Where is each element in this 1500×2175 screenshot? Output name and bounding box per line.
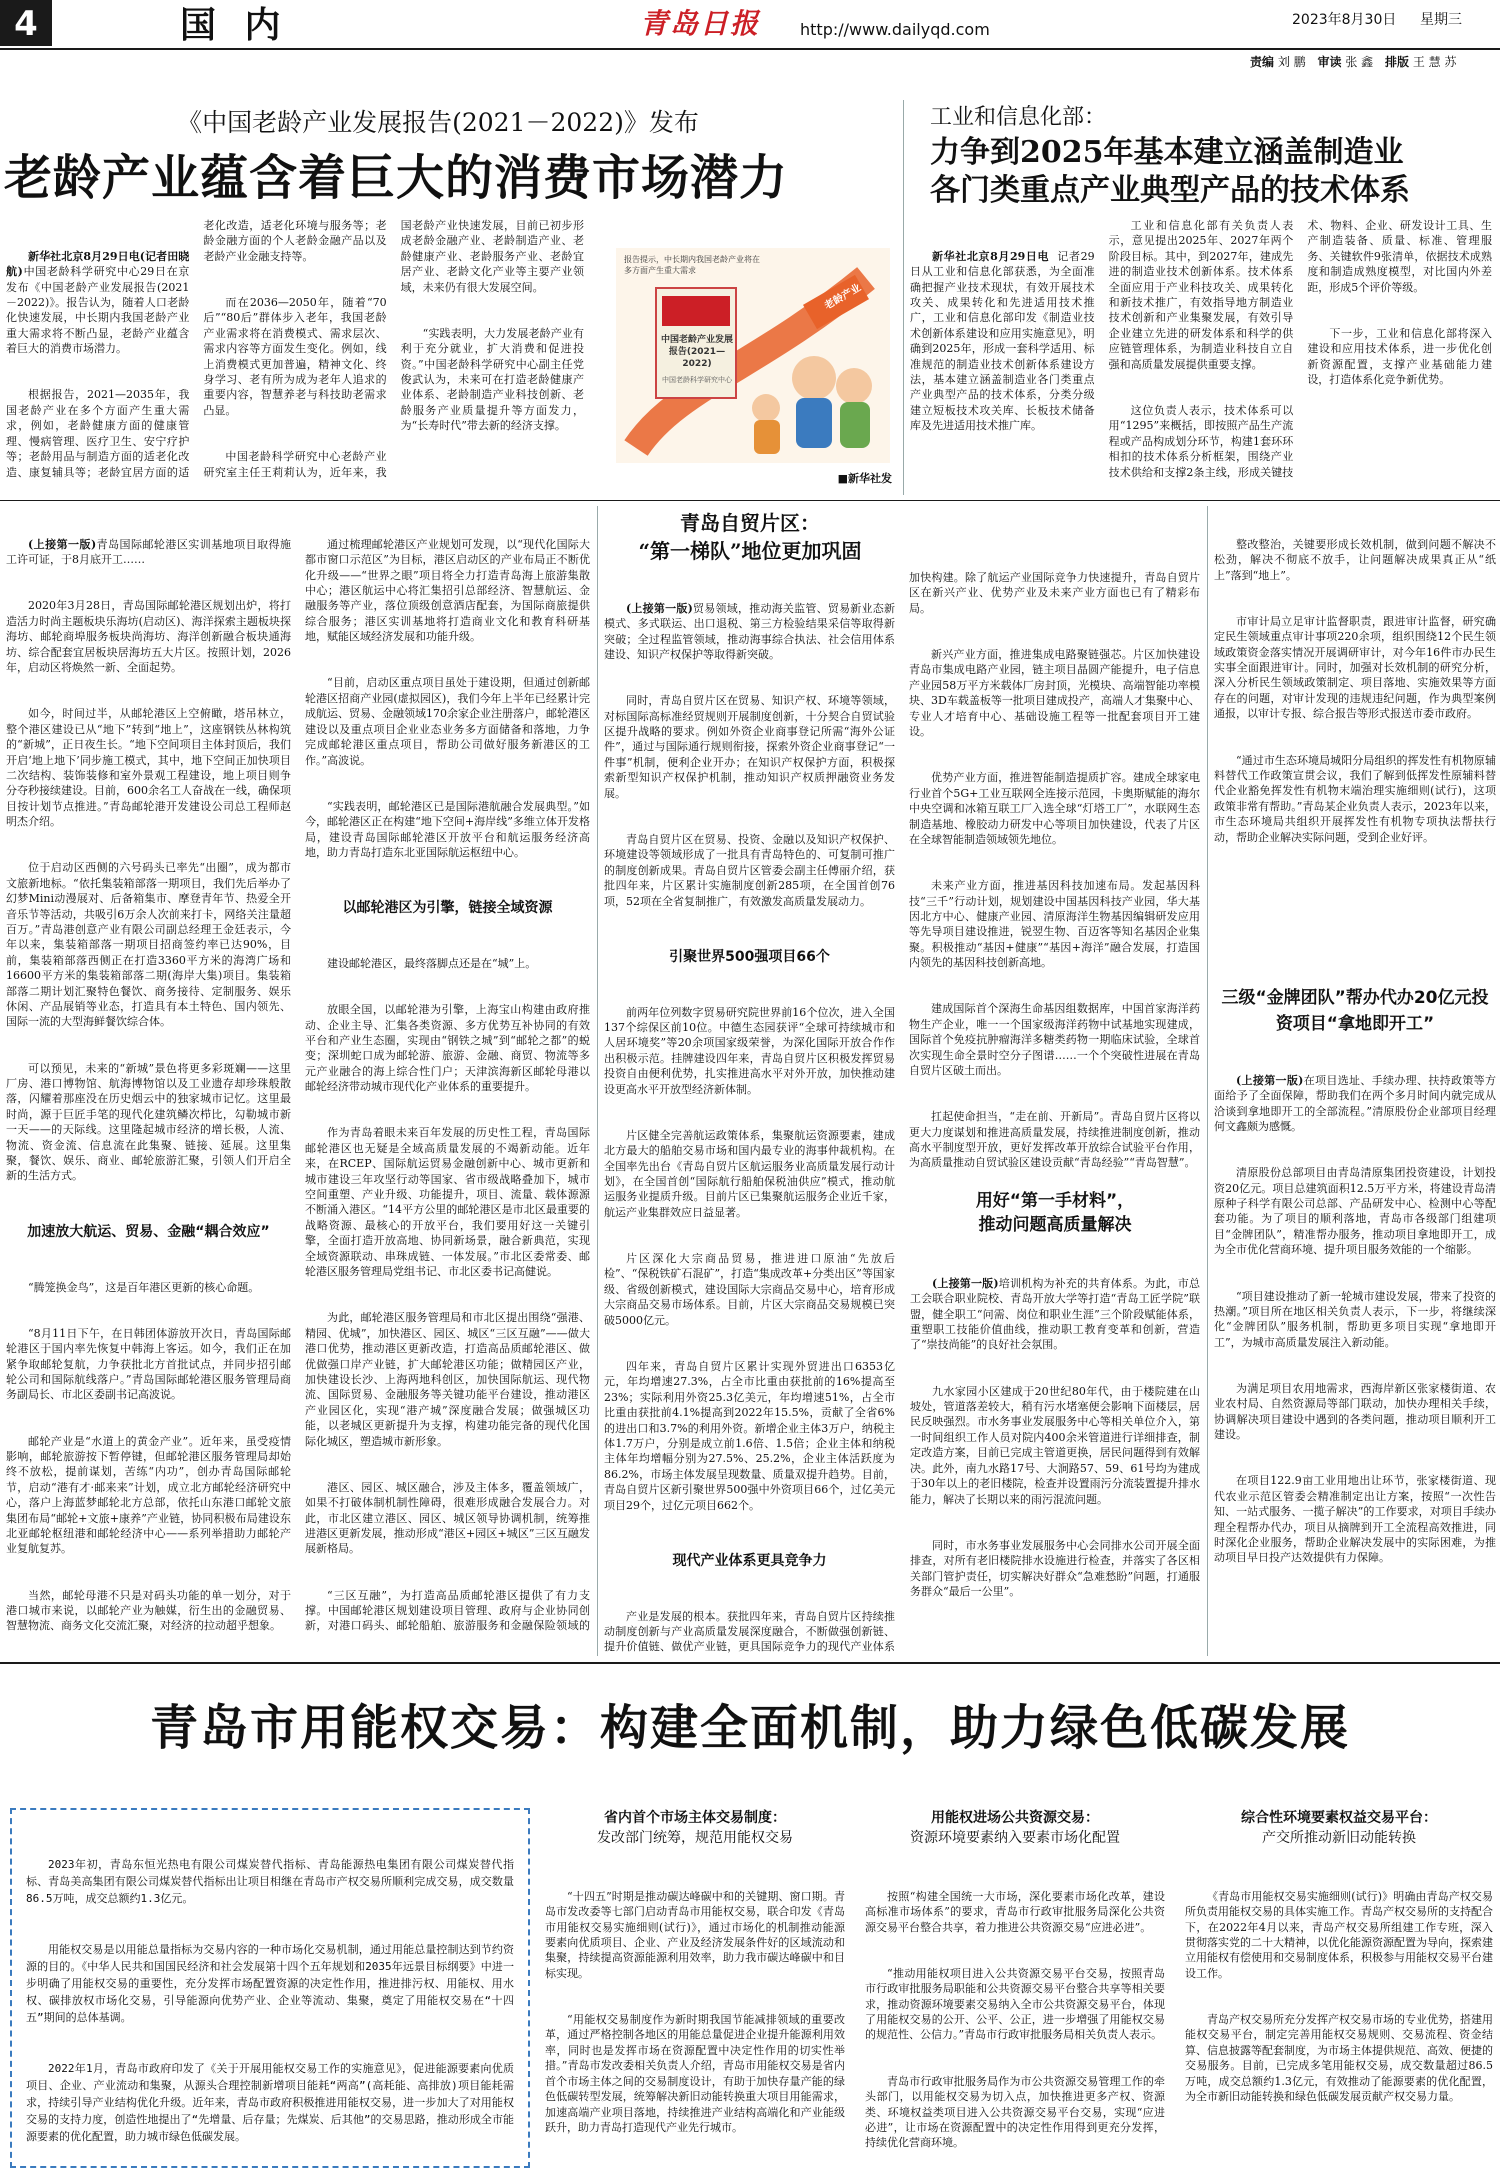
- standards-paragraph: 下一步，工业和信息化部将深入建设和应用技术体系，进一步优化创新资源配置，支撑产业基础能力建设，打造体系化竞争新优势。: [1307, 326, 1492, 387]
- gold-team-headline: [1214, 985, 1496, 1037]
- energy-intro-text: [26, 1822, 514, 2154]
- inspect-paragraph: “通过市生态环境局城阳分局组织的挥发性有机物原辅料替代工作政策宣贯会议，我们了解到低挥发性原辅料替代企业豁免挥发性有机物末端治理实施细则(试行)，这项政策非常有帮助。”青岛某企业负责人表示，2023年以来，市生态环境局共组织开展挥发性有机物专项执法帮扶行动，帮助企业解决实际问题，受到企业好评。: [1214, 753, 1496, 844]
- gold-team-paragraph: 清原股份总部项目由青岛清原集团投资建设，计划投资20亿元。项目总建筑面积12.5万平方米，将建设青岛清原种子科学有限公司总部、产品研发中心、检测中心等配套功能。为了项目的顺利落地，青岛市各级部门组建项目“金牌团队”，精准帮办服务，推动项目拿地即开工，成为全市优化营商环境、提升项目服务效能的一个缩影。: [1214, 1166, 1496, 1257]
- harbor-paragraph: 通过梳理邮轮港区产业规划可发现，以“现代化国际大都市窗口示范区”为目标，港区启动区的产业布局正不断优化升级——“世界之眼”项目将全力打造青岛海上旅游集散中心；港区航运中心将汇集招引总部经济、智慧航运、金融服务等产业，落位顶级创意酒店配套，为国际商旅提供综合服务；港区实训基地将打造商业文化和教育科研基地，赋能区域经济发展和功能升级。: [305, 537, 590, 644]
- standards-headline-2: 各门类重点产业典型产品的技术体系: [930, 173, 1410, 208]
- article-aging: [0, 78, 900, 496]
- ftz-paragraph: 片区健全完善航运政策体系，集聚航运资源要素，建成北方最大的船舶交易市场和国内最专业的海事仲裁机构。在全国率先出台《青岛自贸片区航运服务业高质量发展行动计划》，在全国首创“国际航行船舶保税油供应”模式，推动航运服务业提质升级。目前片区已集聚航运服务企业近千家，航运产业集群效应日益显著。: [604, 1128, 895, 1219]
- aging-paragraph: “实践表明，大力发展老龄产业有利于充分就业，扩大消费和促进投资。”中国老龄科学研究中心副主任党俊武认为，未来可在打造老龄健康产业体系、老龄制造产业科技创新、老龄服务产业质量提升等方面发力，为“长寿时代”带去新的经济支撑。: [400, 326, 584, 433]
- ftz-paragraph: 扛起使命担当，“走在前、开新局”。青岛自贸片区将以更大力度谋划和推进高质量发展，持续推进制度创新，推动高水平制度型开放，更好发挥改革开放综合试验平台作用，为高质量推动自贸试验区建设贡献“青岛经验”“青岛智慧”。: [909, 1110, 1200, 1170]
- ftz-subhead-1: 引聚世界500强项目66个: [669, 948, 830, 965]
- harbor-paragraph: 如今，时间过半，从邮轮港区上空俯瞰，塔吊林立，整个港区建设已从“地下”转到“地上”，这座钢铁丛林构筑的“新城”，正日夜生长。“地下空间项目主体封顶后，我们开启‘地上地下’同步施工模式，其中，地下空间正加快项目二次结构、装饰装修和室外景观工程建设，地上项目则争分夺秒接续建设。目前，600余名工人奋战在一线，确保项目按计划节点推进。”青岛邮轮港开发建设公司总工程师赵明杰介绍。: [6, 707, 291, 829]
- harbor-paragraph: 青岛国际邮轮港区实训基地项目取得施工许可证，于8月底开工……: [6, 537, 291, 567]
- aging-paragraph: 而在2036—2050年，随着“70后”“80后”群体步入老年，我国老龄产业需求将在消费模式、需求层次、需求内容等方面发生变化。例如，线上消费模式更加普遍，精神文化、终身学习、老有所为成为老年人追求的重要内容，智慧养老与科技助老需求凸显。: [203, 296, 387, 417]
- talent-lead-tag: (上接第一版): [932, 1276, 999, 1290]
- ftz-paragraph: 四年来，青岛自贸片区累计实现外贸进出口6353亿元，年均增速27.3%，占全市比重由获批前的16%提高至23%；实际利用外资25.3亿美元，年均增速51%，占全市比重由获批前4.1%提高到2022年15.5%，贡献了全省6%的进出口和3.7%的利用外资。新增企业主体3万户，纳税主体1.7万户，分别是成立前1.6倍、1.5倍；企业主体和纳税主体年均增幅分别为27.5%、25.2%，企业主体活跃度为86.2%，市场主体发展呈现数量、质量双提升趋势。目前，青岛自贸片区新引聚世界500强中外资项目66个，过亿美元项目29个，过亿元项目662个。: [604, 1359, 895, 1512]
- aging-lead-reporter: (记者田晓航): [6, 249, 190, 279]
- harbor-paragraph: 邮轮产业是“水道上的黄金产业”。近年来，虽受疫情影响，邮轮旅游按下暂停键，但邮轮港区服务管理局却始终不放松，提前谋划，苦练“内功”，创办青岛国际邮轮节，启动“港有才·邮来来”计划，成立北方邮轮经济研究中心，落户上海蓝梦邮轮北方总部，依托山东港口邮轮文旅集团布局“邮轮+文旅+康养”产业链，协同积极布局建设东北亚邮轮枢纽港和邮轮经济中心——系列举措助力邮轮产业复航复苏。: [6, 1434, 291, 1556]
- ftz-paragraph: 同时，青岛自贸片区在贸易、知识产权、环境等领域，对标国际高标准经贸规则开展制度创新，十分契合自贸试验区提升战略的要求。例如外资企业商事登记所需“海外公证件”，通过与国际通行规则衔接，探索外资企业商事登记“一件事”机制，便利企业开办；在知识产权保护方面，积极探索新型知识产权保护机制，推动知识产权质押融资业务发展。: [604, 694, 895, 800]
- harbor-paragraph: “8月11日下午，在日韩团体游放开次日，青岛国际邮轮港区于国内率先恢复中韩海上客运。如今，我们正在加紧争取邮轮复航，力争获批北方首批试点，并同步招引邮轮公司和国际航线落户。”青岛国际邮轮港区服务管理局商务副局长、市北区委副书记高波说。: [6, 1326, 291, 1402]
- harbor-paragraph: 放眼全国，以邮轮港为引擎，上海宝山构建由政府推动、企业主导、汇集各类资源、多方优势互补协同的有效平台和产业生态圈，实现由“钢铁之城”到“邮轮之都”的蜕变；深圳蛇口成为邮轮游、旅游、金融、商贸、物流等多元产业融合的海上综合性门户；天津滨海新区邮轮母港以邮轮经济带动城市现代化产业体系的重要提升。: [305, 1003, 590, 1094]
- upper-section-rule: [0, 500, 1500, 501]
- aging-lead: [6, 249, 189, 357]
- energy-col1-body: [545, 1858, 845, 2158]
- harbor-paragraph: “目前，启动区重点项目虽处于建设期，但通过创新邮轮港区招商产业园(虚拟园区)，我们今年上半年已经累计完成航运、贸易、金融领域170余家企业注册落户，邮轮港区建设以及重点项目企业业态业务多方面储备和落地，力争完成邮轮港区重点项目，帮助公司做好服务新港区的工作。”高波说。: [305, 676, 590, 767]
- gold-team-paragraph: 在项目选址、手续办理、扶持政策等方面给予了全面保障，帮助我们在两个多月时间内就完成从洽谈到拿地即开工的全部流程。”清原股份企业部项目经理何文鑫颇为感慨。: [1214, 1073, 1496, 1134]
- illustration-caption: 报告提示，中长期内我国老龄产业将在多方面产生重大需求: [624, 255, 760, 275]
- page-number: 4: [14, 4, 38, 44]
- ftz-paragraph: 贸易领域，推动海关监管、贸易新业态新模式、多式联运、出口退税、第三方检验结果采信等取得新突破；全过程监管领域，推动海事综合执法、社会信用体系建设、知识产权保护等取得新突破。: [604, 601, 895, 662]
- ftz-paragraph: 青岛自贸片区在贸易、投资、金融以及知识产权保护、环境建设等领域形成了一批具有青岛特色的、可复制可推广的制度创新成果。青岛自贸片区管委会副主任傅丽介绍，获批四年来，片区累计实施制度创新285项，在全国首创76项，52项在全省复制推广，有效激发高质量发展动力。: [604, 832, 895, 908]
- energy-col1-paragraph: “用能权交易制度作为新时期我国节能减排领域的重要改革，通过严格控制各地区的用能总量促进企业提升能源利用效率，同时也是发挥市场在资源配置中决定性作用的切实性举措。”青岛市发改委相关负责人介绍，青岛市用能权交易是省内首个市场主体之间的交易制度设计，有助于加快存量产能的绿色低碳转型发展，统筹解决新旧动能转换重大项目用能需求，加速高端产业项目落地，持续推进产业结构高端化和产业能级跃升，助力青岛打造现代产业先行城市。: [545, 2013, 845, 2134]
- standards-lead-text: 记者29日从工业和信息化部获悉，为全面准确把握产业技术现状，有效开展技术攻关、成果转化和先进适用技术推广，工业和信息化部印发《制造业技术创新体系建设和应用实施意见》，明确到2025年，形成一套科学适用、标准规范的制造业技术创新体系建设方法，基本建立涵盖制造业各门类重点产业典型产品的技术体系，分类分级建立短板技术攻关库、长板技术储备库及先进适用技术推广库。: [910, 249, 1095, 433]
- paper-logo: 青岛日报: [640, 7, 761, 40]
- talent-body: [910, 1245, 1200, 1655]
- standards-paragraph: 这位负责人表示，技术体系可以用“1295”来概括，即按照产品生产流程或产品构成划分环节，构建1套环环相扣的技术体系分析框架，围绕产业技术供给和支撑2条主线，形成关键技术、物料、企业、研发设计工具、生产制造装备、质量、标准、管理服务、关键软件9张清单，依据技术成熟度和制造成熟度模型，对比国内外差距，形成5个评价等级。: [1108, 219, 1492, 479]
- staff-credits: [1250, 54, 1495, 70]
- energy-intro-paragraph: 2023年初，青岛东恒光热电有限公司煤炭替代指标、青岛能源热电集团有限公司煤炭替代指标、青岛美高集团有限公司煤炭替代指标出让项目相继在青岛市产权交易所顺利完成交易，成交数量86.5万吨，成交总额约1.3亿元。: [26, 1858, 514, 1905]
- harbor-paragraph: “实践表明，邮轮港区已是国际港航融合发展典型。”如今，邮轮港区正在构建“地下空间+海岸线”多维立体开发格局，建设青岛国际邮轮港区开放平台和航运服务经济高地，助力青岛打造东北亚国际航运枢纽中心。: [305, 799, 590, 859]
- energy-intro-paragraph: 用能权交易是以用能总量指标为交易内容的一种市场化交易机制，通过用能总量控制达到节约资源的目的。《中华人民共和国国民经济和社会发展第十四个五年规划和2035年远景目标纲要》中进一步明确了用能权交易的重要性，充分发挥市场配置资源的决定性作用，推进排污权、用能权、用水权、碳排放权市场化交易，引导能源向优势产业、企业等流动、集聚，奠定了用能权交易在“十四五”期间的总体基调。: [26, 1943, 514, 2024]
- ftz-paragraph: 未来产业方面，推进基因科技加速布局。发起基因科技“三千”行动计划，规划建设中国基因科技产业园，华大基因北方中心、健康产业园、清原海洋生物基因编辑研发应用等先导项目建设推进，锐翌生物、百迈客等知名基因企业集聚。积极推动“基因+健康”“基因+海洋”融合发展，打造国内领先的基因科技创新高地。: [909, 879, 1200, 970]
- energy-col1-title: 发改部门统筹，规范用能权交易: [597, 1830, 793, 1846]
- illustration-artwork: [616, 248, 890, 463]
- standards-headline-1: 力争到2025年基本建立涵盖制造业: [930, 135, 1404, 170]
- paper-url[interactable]: http://www.dailyqd.com: [800, 20, 990, 39]
- gold-team-body: [1214, 1042, 1496, 1656]
- energy-col3-paragraph: 青岛产权交易所充分发挥产权交易市场的专业优势，搭建用能权交易平台，制定完善用能权交易规则、交易流程、资金结算、信息披露等配套制度，为市场主体提供规范、高效、便捷的交易服务。目前，已完成多笔用能权交易，成交数量超过86.5万吨，成交总额约1.3亿元，有效推动了能源要素的优化配置，为全市新旧动能转换和绿色低碳发展贡献产权交易力量。: [1185, 2013, 1493, 2104]
- harbor-lead: [6, 537, 291, 568]
- article-inspect: [1214, 506, 1496, 976]
- harbor-paragraph: 为此，邮轮港区服务管理局和市北区提出围绕“强港、精园、优城”，加快港区、园区、城区“三区互融”——做大港口优势，推动港区更新改造，打造高品质邮轮港区、做优做强口岸产业链，扩大邮轮港区功能；做精园区产业，加快建设长沙、上海两地科创区，加快国际航运、现代物流、国际贸易、金融服务等关键功能平台建设，推动港区产业园区化，实现“港产城”深度融合发展；做强城区功能，以老城区更新提升为支撑，构建功能完备的现代化国际化城区，塑造城市新形象。: [305, 1311, 590, 1448]
- energy-col3-kicker: 综合性环境要素权益交易平台：: [1241, 1810, 1437, 1826]
- energy-col2-paragraph: 青岛市行政审批服务局作为市公共资源交易管理工作的牵头部门，以用能权交易为切入点，加快推进更多产权、资源类、环境权益类项目进入公共资源交易平台交易，实现“应进必进”，让市场在资源配置中的决定性作用得到更充分发挥，持续优化营商环境。: [865, 2074, 1165, 2150]
- masthead-rule: [0, 48, 1500, 50]
- energy-col2-paragraph: 按照“构建全国统一大市场，深化要素市场化改革，建设高标准市场体系”的要求，青岛市行政审批服务局深化公共资源交易平台整合共享，着力推进公共资源交易“应进必进”。: [865, 1889, 1165, 1934]
- layout-name: 王 慧 苏: [1412, 55, 1457, 69]
- standards-lead: [910, 249, 1095, 434]
- ftz-lead-tag: (上接第一版): [626, 601, 693, 615]
- energy-col1-kicker: 省内首个市场主体交易制度：: [604, 1810, 786, 1826]
- illustration-sign: 老龄产业: [822, 282, 864, 312]
- reviewer-name: 张 鑫: [1345, 55, 1374, 69]
- gold-team-lead-tag: (上接第一版): [1236, 1073, 1304, 1087]
- article-talent: [910, 1185, 1200, 1655]
- talent-headline-1: 用好“第一手材料”，: [975, 1191, 1135, 1211]
- energy-col2-body: [865, 1858, 1165, 2158]
- gold-team-paragraph: 为满足项目农用地需求，西海岸新区张家楼街道、农业农村局、自然资源局等部门联动，加快办理相关手续，协调解决项目建设中遇到的各类问题，推动项目顺利开工建设。: [1214, 1381, 1496, 1442]
- harbor-paragraph: 可以预见，未来的“新城”景色将更多彩斑斓——这里厂房、港口博物馆、航海博物馆以及工业遗存却珍珠般散落，闪耀着那座没在历史烟云中的独家城市记忆。这里最时尚，源于巨匠手笔的现代化建筑鳞次栉比，勾勒城市新一天——的天际线。这里隆起城市经济的增长极，人流、物流、资金流、信息流在此集聚、链接、延展。这里集聚，餐饮、娱乐、商业、邮轮旅游汇聚，引领人们开启全新的生活方式。: [6, 1061, 291, 1183]
- ftz-paragraph: 优势产业方面，推进智能制造提质扩容。建成全球家电行业首个5G+工业互联网全连接示范园，卡奥斯赋能的海尔中央空调和冰箱互联工厂入选全球“灯塔工厂”，水联网生态制造基地、橡胶动力研发中心等项目加快建设，代表了片区在全球智能制造领域领先地位。: [909, 771, 1200, 846]
- harbor-paragraph: 建设邮轮港区，最终落脚点还是在“城”上。: [327, 956, 537, 970]
- talent-paragraph: 同时，市水务事业发展服务中心会同排水公司开展全面排查，对所有老旧楼院排水设施进行检查，并落实了各区相关部门管护责任，切实解决好群众“急难愁盼”问题，打通服务群众“最后一公里”。: [910, 1538, 1200, 1598]
- aging-illustration: [616, 248, 890, 463]
- gold-team-lead: [1214, 1073, 1496, 1135]
- ftz-paragraph: 前两年位列数字贸易研究院世界前16个位次，进入全国137个综保区前10位。中德生态园获评“全球可持续城市和人居环境奖”等20余项国家级荣誉，为深化国际开放合作作出积极示范。挂牌建设四年来，青岛自贸片区积极发挥贸易投资自由便利优势，扎实推进高水平对外开放，加快推动建设更高水平开放型经济新体制。: [604, 1005, 895, 1096]
- top-column-rule: [903, 100, 904, 495]
- illustration-book-title: 中国老龄产业发展报告(2021—2022): [660, 335, 733, 369]
- ftz-headline-1: 青岛自贸片区：: [680, 511, 820, 535]
- middle-rule-2: [1207, 506, 1208, 1656]
- illustration-credit: ■新华社发: [837, 472, 892, 485]
- energy-col2-paragraph: “推动用能权项目进入公共资源交易平台交易，按照青岛市行政审批服务局职能和公共资源交易平台整合共享等相关要求，推动资源环境要素交易纳入全市公共资源交易平台，体现了用能权交易的公开、公平、公正，进一步增强了用能权交易的规范性、公信力。”青岛市行政审批服务局相关负责人表示。: [865, 1966, 1165, 2042]
- standards-body: [910, 218, 1492, 493]
- energy-col1-paragraph: “十四五”时期是推动碳达峰碳中和的关键期、窗口期。青岛市发改委等七部门启动青岛市用能权交易，联合印发《青岛市用能权交易实施细则(试行)》，通过市场化的机制推动能源要素向优质项目、企业、产业及经济发展条件好的区域流动和集聚，持续提高资源能源利用效率，助力我市碳达峰碳中和目标实现。: [545, 1889, 845, 1980]
- ftz-headline-2: “第一梯队”地位更加巩固: [638, 539, 862, 563]
- ftz-paragraph: 片区深化大宗商品贸易，推进进口原油“先放后检”、“保税铁矿石混矿”，打造“集成改革+分类出区”等国家级、省级创新模式，建设国际大宗商品交易中心，培育形成大宗商品交易市场体系。目前，片区大宗商品交易规模已突破5000亿元。: [604, 1252, 895, 1327]
- harbor-subhead-1: 加速放大航运、贸易、金融“耦合效应”: [27, 1223, 270, 1240]
- issue-date: 2023年8月30日: [1292, 12, 1397, 28]
- harbor-paragraph: 2020年3月28日，青岛国际邮轮港区规划出炉，将打造活力时尚主题板块乐海坊(启动区)、海洋探索主题板块探海坊、邮轮商埠服务板块尚海坊、海洋创新融合板块通海坊、综合配套宜居板块居海坊五大片区。按照计划，2026年，启动区将焕然一新、全面起势。: [6, 599, 291, 675]
- ftz-paragraph: 产业是发展的根本。获批四年来，青岛自贸片区持续推动制度创新与产业高质量发展深度融合，不断做强创新链、提升价值链、做优产业链，更具国际竞争力的现代产业体系加快构建。除了航运产业国际竞争力快速提升，青岛自贸片区在新兴产业、优势产业及未来产业方面也已有了精彩布局。: [604, 571, 1200, 1654]
- gold-team-paragraph: 在项目122.9亩工业用地出让环节，张家楼街道、现代农业示范区管委会精准制定出让方案，按照“一次性告知、一站式服务、一揽子解决”的工作要求，对项目手续办理全程帮办代办，项目从摘牌到开工全流程高效推进，同时深化企业服务，帮助企业解决发展中的实际困难，为推动项目早日投产达效提供有力保障。: [1214, 1474, 1496, 1565]
- article-standards: [910, 100, 1495, 495]
- standards-lead-source: 新华社北京8月29日电: [932, 249, 1050, 263]
- masthead: [0, 0, 1500, 69]
- layout-label: 排版: [1385, 55, 1410, 69]
- energy-intro-paragraph: 2022年1月，青岛市政府印发了《关于开展用能权交易工作的实施意见》，促进能源要素向优质项目、企业、产业流动和集聚，从源头合理控制新增项目能耗“两高”(高耗能、高排放)项目能耗需求，持续引导产业结构优化升级。近年来，青岛市政府积极推进用能权交易，进一步加大了对用能权交易的支持力度，创造性地提出了“先增量、后存量；先煤炭、后其他”的交易思路，推动形成全市能源要素的优化配置，助力城市绿色低碳发展。: [26, 2062, 514, 2143]
- harbor-lead-tag: (上接第一版): [28, 537, 97, 551]
- energy-col2-title: 资源环境要素纳入要素市场化配置: [910, 1830, 1120, 1846]
- lower-section-rule: [0, 1662, 1500, 1664]
- aging-body: [6, 218, 584, 488]
- standards-paragraph: 工业和信息化部有关负责人表示，意见提出2025年、2027年两个阶段目标。其中，到2027年，建成先进的制造业技术创新体系。技术体系全面应用于产业科技攻关、成果转化和新技术推广，有效指导地方制造业技术创新和产业集聚发展，有效引导企业建立先进的研发体系和科学的供应链管理体系，为制造业科技自立自强和高质量发展提供重要支撑。: [1108, 219, 1294, 371]
- editor-label: 责编: [1250, 55, 1275, 69]
- illustration-book-publisher: 中国老龄科学研究中心: [662, 376, 732, 384]
- article-harbor: [6, 506, 590, 1656]
- energy-col3-paragraph: 《青岛市用能权交易实施细则(试行)》明确由青岛产权交易所负责用能权交易的具体实施工作。青岛产权交易所的支持配合下，在2022年4月以来，青岛产权交易所组建工作专班，深入贯彻落实党的二十大精神，以优化能源资源配置为导向，探索建立用能权有偿使用和交易制度体系，积极参与用能权交易平台建设工作。: [1185, 1889, 1493, 1980]
- talent-paragraph: 培训机构为补充的共育体系。为此，市总工会联合职业院校、青岛开放大学等打造“青岛工匠学院”联盟，健全职工“问需、岗位和职业生涯”三个阶段赋能体系，重塑职工技能价值曲线，推动职工教育变革和创新，营造了“崇技尚能”的良好社会氛围。: [910, 1276, 1200, 1352]
- ftz-paragraph: 新兴产业方面，推进集成电路聚链强芯。片区加快建设青岛市集成电路产业园，链主项目晶圆产能提升，电子信息产业园58万平方米载体厂房封顶，光模块、高端智能功率模块、3D车载盖板等一批项目建成投产，高端人才集聚中心、专业人才培育中心、基础设施工程等一批配套项目开工建设。: [909, 648, 1200, 739]
- aging-paragraph: 根据报告，2021—2035年，我国老龄产业在多个方面产生重大需求，例如，老龄健康方面的健康管理、慢病管理、医疗卫生、安宁疗护等；老龄用品与制造方面的适老化改造、康复辅具等；老龄宜居方面的适老化改造，适老化环境与服务等；老龄金融方面的个人老龄金融产品以及老龄产业金融支持等。: [6, 219, 387, 479]
- energy-intro-box: [10, 1808, 530, 2168]
- energy-col-2: [865, 1808, 1165, 2168]
- middle-rule-1: [597, 506, 598, 1656]
- energy-col-1: [545, 1808, 845, 2168]
- energy-headline: 青岛市用能权交易：构建全面机制，助力绿色低碳发展: [149, 1700, 1350, 1756]
- harbor-paragraph: 当然，邮轮母港不只是对码头功能的单一划分，对于港口城市来说，以邮轮产业为触媒，衍生出的金融贸易、智慧物流、商务文化交流汇聚，对经济的拉动超乎想象。: [6, 1588, 291, 1633]
- harbor-paragraph: 港区、园区、城区融合，涉及主体多，覆盖领域广，如果不打破体制机制性障碍，很难形成融合发展合力。对此，市北区建立港区、园区、城区领导协调机制，统筹推进港区更新发展，推动形成“港区+园区+城区”三区互融发展新格局。: [305, 1480, 590, 1556]
- energy-col3-body: [1185, 1858, 1493, 2158]
- energy-col3-title: 产交所推动新旧动能转换: [1262, 1830, 1416, 1846]
- aging-lead-source: 新华社北京8月29日电: [28, 249, 140, 263]
- energy-col-3: [1185, 1808, 1493, 2168]
- editor-name: 刘 鹏: [1277, 55, 1306, 69]
- harbor-paragraph: 位于启动区西侧的六号码头已率先“出圈”，成为都市文旅新地标。“依托集装箱部落一期项目，我们先后举办了幻梦Mini动漫展对、后备箱集市、摩登青年节、热爱全开音乐节等活动，共吸引6万余人次前来打卡，网络关注量超百万。”青岛港创意产业有限公司副总经理王金廷表示，今年以来，集装箱部落一期项目招商签约率已达90%，目前，集装箱部落西侧正在打造3360平方米的海湾广场和16600平方米的集装箱部落二期(海岸大集)项目。集装箱部落二期计划汇聚特色餐饮、商务接待、定制服务、娱乐休闲、产品展销等业态，打造具有本土特色、国内领先、国际一流的大型海鲜餐饮综合体。: [6, 861, 291, 1029]
- ftz-paragraph: 建成国际首个深海生命基因组数据库，中国首家海洋药物生产企业，唯一一个国家级海洋药物中试基地实现建成，国际首个免疫抗肿瘤海洋多糖类药物一期临床试验，全球首次实现生命全景时空分子图谱……一个个突破性进展在青岛自贸片区破土而出。: [909, 1002, 1200, 1077]
- inspect-paragraph: 整改整治，关键要形成长效机制，做到问题不解决不松劲，解决不彻底不放手，让问题解决成果真正从“纸上”落到“地上”。: [1214, 537, 1496, 582]
- aging-kicker: 《中国老龄产业发展报告(2021－2022)》发布: [177, 108, 699, 137]
- aging-paragraph: 中国老龄科学研究中心老龄产业研究室主任王莉莉认为，近年来，我国老龄产业快速发展，目前已初步形成老龄金融产业、老龄制造产业、老龄健康产业、老龄服务产业、老龄宜居产业、老龄文化产业等主要产业领域，未来仍有很大发展空间。: [203, 219, 584, 479]
- reviewer-label: 审读: [1317, 55, 1342, 69]
- talent-headline-2: 推动问题高质量解决: [978, 1215, 1132, 1235]
- gold-team-paragraph: “项目建设推动了新一轮城市建设发展，带来了投资的热潮。”项目所在地区相关负责人表示，下一步，将继续深化“金牌团队”服务机制，帮助更多项目实现“拿地即开工”，为城市高质量发展注入新动能。: [1214, 1289, 1496, 1349]
- aging-headline: 老龄产业蕴含着巨大的消费市场潜力: [4, 150, 789, 206]
- harbor-paragraph: “三区互融”，为打造高品质邮轮港区提供了有力支撑。中国邮轮港区规划建设项目管理、政府与企业协同创新，对港口码头、邮轮船舶、旅游服务和金融保险领域的: [305, 1588, 590, 1633]
- harbor-paragraph: “腾笼换金鸟”，这是百年港区更新的核心命题。: [28, 1280, 260, 1294]
- aging-paragraph: 中国老龄科学研究中心29日在京发布《中国老龄产业发展报告(2021－2022)》。报告认为，随着人口老龄化快速发展，中长期内我国老龄产业重大需求将不断凸显，老龄产业蕴含着巨大的消费市场潜力。: [6, 265, 190, 356]
- talent-lead: [910, 1276, 1200, 1353]
- talent-paragraph: 九水家园小区建成于20世纪80年代，由于楼院建在山坡处，管道落差较大，稍有污水堵塞便会影响下面楼层，居民反映强烈。市水务事业发展服务中心等相关单位介入，第一时间组织工作人员对院内400余米管道进行详细排查，制定改造方案，目前已完成主管道更换，居民问题得到有效解决。此外，南九水路17号、大涧路57、59、61号均为建成于30年以上的老旧楼院，检查并设置雨污分流装置提升排水能力，解决了长期以来的雨污混流问题。: [910, 1384, 1200, 1506]
- ftz-lead: [604, 601, 895, 663]
- section-name: 国 内: [180, 4, 289, 46]
- inspect-paragraph: 市审计局立足审计监督职责，跟进审计监督，研究确定民生领域重点审计事项220余项，组织围绕12个民生领域政策资金落实情况开展调研审计，对今年16件市办民生实事全面跟进审计。同时，加强对长效机制的研究分析，深入分析民生领域政策制定、项目落地、实施效果等方面存在的问题，对审计发现的违规违纪问题，作为典型案例通报，以审计专报、综合报告等形式报送市委市政府。: [1214, 614, 1496, 721]
- harbor-subhead-2: 以邮轮港区为引擎，链接全域资源: [342, 900, 553, 917]
- energy-col2-kicker: 用能权进场公共资源交易：: [931, 1810, 1099, 1826]
- standards-kicker: 工业和信息化部：: [930, 105, 1107, 130]
- issue-weekday: 星期三: [1420, 12, 1462, 28]
- gold-team-title: 三级“金牌团队”帮办代办20亿元投资项目“拿地即开工”: [1221, 988, 1489, 1034]
- harbor-paragraph: 作为青岛着眼未来百年发展的历史性工程，青岛国际邮轮港区也无疑是全域高质量发展的不竭新动能。近年来，在RCEP、国际航运贸易金融创新中心、城市更新和城市建设三年攻坚行动等国家、省市级战略叠加下，城市空间重塑、产业升级、功能提升，项目、流量、载体源源不断涌入港区。“14平方公里的邮轮港区是市北区最重要的战略资源、最核心的开放平台，我们要用好这一关键引擎，全面打造开放高地、协同新场景，融合新典范，实现全域资源联动、串珠成链、一体发展。”市北区委常委、邮轮港区服务管理局党组书记、市北区委书记高健说。: [305, 1126, 590, 1279]
- ftz-subhead-2: 现代产业体系更具竞争力: [672, 1552, 827, 1569]
